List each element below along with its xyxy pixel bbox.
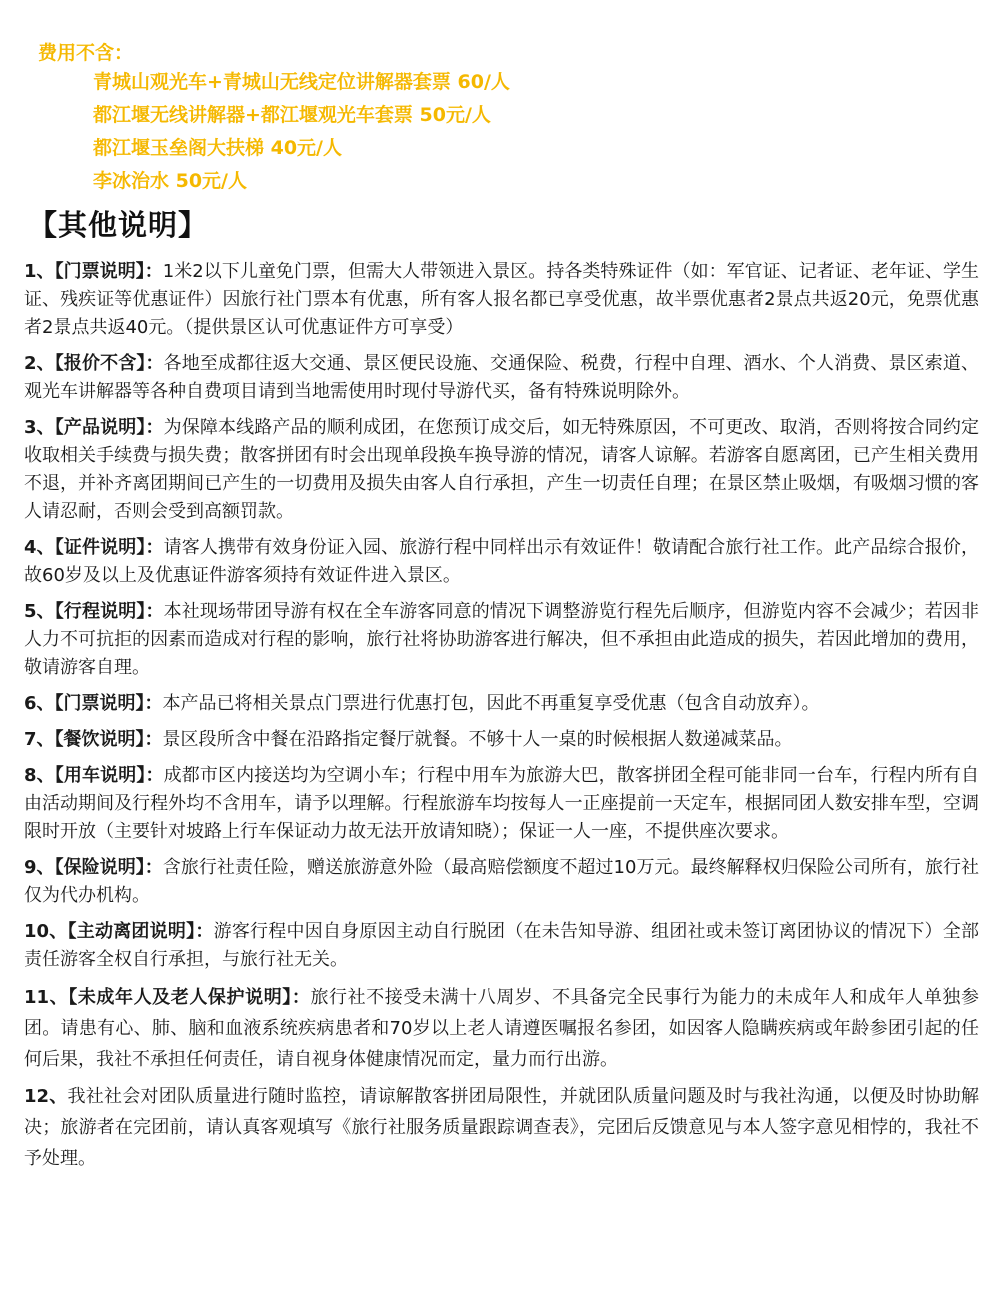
section-title: 【其他说明】 [28, 208, 209, 242]
fees-excluded-item: 青城山观光车+青城山无线定位讲解器套票 60/人 [93, 71, 510, 93]
note-item [24, 350, 979, 406]
note-label: 【门票说明】： [54, 261, 163, 282]
fees-excluded-item: 都江堰无线讲解器+都江堰观光车套票 50元/人 [93, 104, 491, 126]
note-label: 【产品说明】： [54, 417, 164, 438]
note-label: 【未成年人及老人保护说明】： [68, 987, 311, 1008]
note-text: 各地至成都往返大交通、景区便民设施、交通保险、税费，行程中自理、酒水、个人消费、景区索道、观光车讲解器等各种自费项目请到当地需使用时现付导游代买，备有特殊说明除外。 [24, 353, 980, 402]
note-number: 3、 [24, 417, 55, 438]
note-text: 景区段所含中餐在沿路指定餐厅就餐。不够十人一桌的时候根据人数递减菜品。 [162, 729, 793, 750]
note-item [24, 726, 979, 754]
note-item [24, 762, 979, 846]
note-item [24, 258, 979, 342]
note-label: 【证件说明】： [54, 537, 164, 558]
note-number: 10、 [24, 921, 68, 942]
note-item [24, 534, 979, 590]
note-label: 【餐饮说明】： [54, 729, 163, 750]
note-text: 游客行程中因自身原因主动自行脱团（在未告知导游、组团社或未签订离团协议的情况下）全部责任游客全权自行承担，与旅行社无关。 [24, 921, 980, 970]
note-text: 我社社会对团队质量进行随时监控，请谅解散客拼团局限性，并就团队质量问题及时与我社沟通，以便及时协助解决；旅游者在完团前，请认真客观填写《旅行社服务质量跟踪调查表》，完团后反馈意见与本人签字意见相悖的，我社不予处理。 [24, 1086, 979, 1169]
note-number: 5、 [24, 601, 55, 622]
note-label: 【门票说明】： [54, 693, 163, 714]
fees-excluded-section [38, 40, 510, 198]
note-item [24, 918, 979, 974]
note-number: 7、 [24, 729, 55, 750]
note-text: 请客人携带有效身份证入园、旅游行程中同样出示有效证件！敬请配合旅行社工作。此产品综合报价，故60岁及以上及优惠证件游客须持有效证件进入景区。 [24, 537, 980, 586]
note-number: 9、 [24, 857, 55, 878]
note-number: 2、 [24, 353, 55, 374]
note-label: 【保险说明】： [54, 857, 163, 878]
note-text: 本社现场带团导游有权在全车游客同意的情况下调整游览行程先后顺序，但游览内容不会减少；若因非人力不可抗拒的因素而造成对行程的影响，旅行社将协助游客进行解决，但不承担由此造成的损失，若因此增加的费用，敬请游客自理。 [24, 601, 980, 678]
note-text: 本产品已将相关景点门票进行优惠打包，因此不再重复享受优惠（包含自动放弃）。 [162, 693, 820, 714]
note-item [24, 1081, 979, 1174]
note-item [24, 690, 979, 718]
note-item [24, 414, 979, 526]
note-number: 12、 [24, 1086, 68, 1107]
note-label: 【主动离团说明】： [67, 921, 214, 942]
fees-excluded-item: 李冰治水 50元/人 [93, 170, 247, 192]
note-text: 为保障本线路产品的顺利成团，在您预订成交后，如无特殊原因，不可更改、取消，否则将按合同约定收取相关手续费与损失费；散客拼团有时会出现单段换车换导游的情况，请客人谅解。若游客自愿离团，已产生相关费用不退，并补齐离团期间已产生的一切费用及损失由客人自行承担，产生一切责任自理；在景区禁止吸烟，有吸烟习惯的客人请忍耐，否则会受到高额罚款。 [24, 417, 980, 522]
note-item [24, 854, 979, 910]
note-number: 1、 [24, 261, 55, 282]
note-number: 4、 [24, 537, 55, 558]
note-label: 【报价不含】： [54, 353, 164, 374]
note-label: 【用车说明】： [54, 765, 164, 786]
fees-excluded-item: 都江堰玉垒阁大扶梯 40元/人 [93, 137, 342, 159]
note-item [24, 982, 979, 1075]
note-label: 【行程说明】： [54, 601, 164, 622]
note-number: 8、 [24, 765, 55, 786]
note-number: 6、 [24, 693, 55, 714]
note-text: 1米2以下儿童免门票，但需大人带领进入景区。持各类特殊证件（如：军官证、记者证、老年证、学生证、残疾证等优惠证件）因旅行社门票本有优惠，所有客人报名都已享受优惠，故半票优惠者2景点共返20元，免票优惠者2景点共返40元。（提供景区认可优惠证件方可享受） [24, 261, 979, 338]
note-number: 11、 [24, 987, 69, 1008]
fees-excluded-title: 费用不含： [38, 42, 134, 64]
notes-list [24, 258, 979, 1180]
note-text: 含旅行社责任险，赠送旅游意外险（最高赔偿额度不超过10万元。最终解释权归保险公司所有，旅行社仅为代办机构。 [24, 857, 980, 906]
note-text: 成都市区内接送均为空调小车；行程中用车为旅游大巴，散客拼团全程可能非同一台车，行程内所有自由活动期间及行程外均不含用车，请予以理解。行程旅游车均按每人一正座提前一天定车，根据同团人数安排车型，空调限时开放（主要针对坡路上行车保证动力故无法开放请知晓）；保证一人一座，不提供座次要求。 [24, 765, 980, 842]
note-text: 旅行社不接受未满十八周岁、不具备完全民事行为能力的未成年人和成年人单独参团。请患有心、肺、脑和血液系统疾病患者和70岁以上老人请遵医嘱报名参团，如因客人隐瞒疾病或年龄参团引起的任何后果，我社不承担任何责任，请自视身体健康情况而定，量力而行出游。 [24, 987, 979, 1070]
note-item [24, 598, 979, 682]
